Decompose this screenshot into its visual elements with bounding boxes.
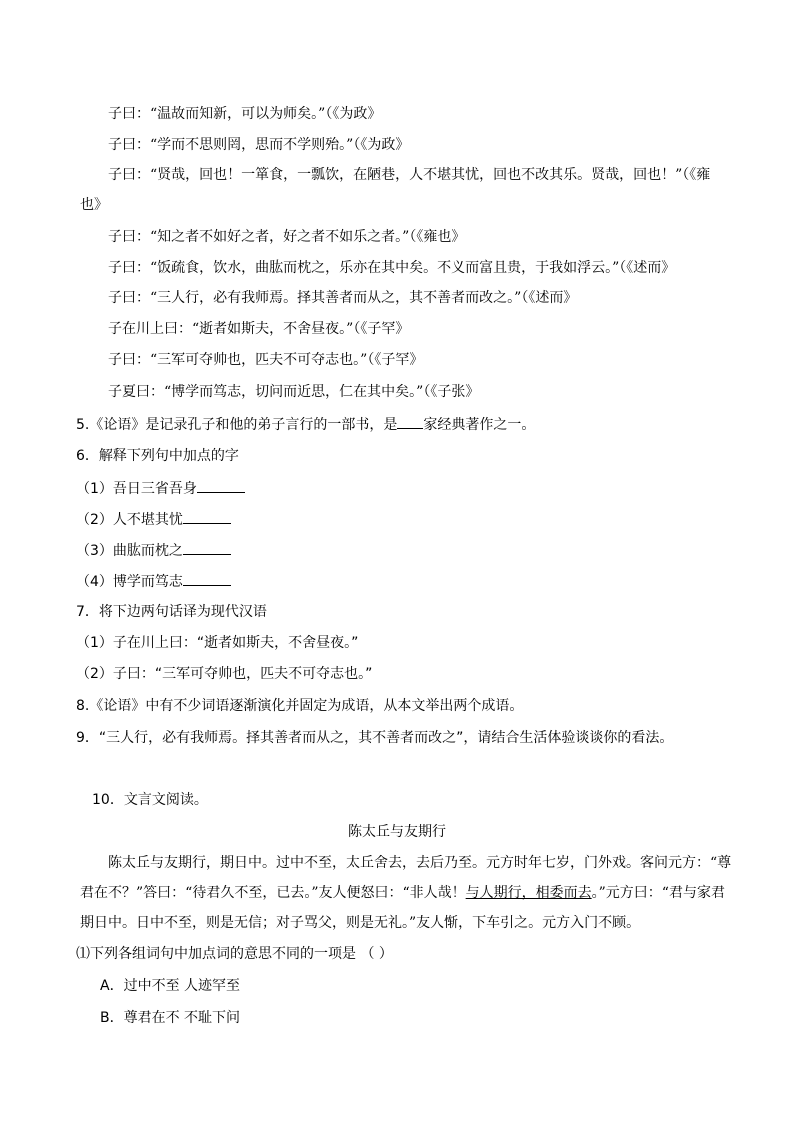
question-8: 8.《论语》中有不少词语逐渐演化并固定为成语，从本文举出两个成语。 xyxy=(76,698,524,714)
subquestion-1: ⑴下列各组词句中加点词的意思不同的一项是 （ ） xyxy=(76,946,393,962)
passage-title: 陈太丘与友期行 xyxy=(348,824,446,840)
quote-line: 子曰：“温故而知新，可以为师矣。”（《为政》 xyxy=(108,106,382,122)
question-7-title: 7．将下边两句话译为现代汉语 xyxy=(76,604,267,620)
option-a[interactable]: A．过中不至 人迹罕至 xyxy=(100,978,241,994)
quote-line: 子曰：“三人行，必有我师焉。择其善者而从之，其不善者而改之。”（《述而》 xyxy=(108,290,578,306)
answer-blank[interactable] xyxy=(183,571,231,586)
question-6-item: （4）博学而笃志 xyxy=(76,571,794,592)
answer-blank[interactable] xyxy=(397,414,423,429)
quote-line: 子曰：“知之者不如好之者，好之者不如乐之者。”（《雍也》 xyxy=(108,229,466,245)
answer-blank[interactable] xyxy=(197,478,245,493)
answer-blank[interactable] xyxy=(183,509,231,524)
passage-line: 君在不？”答曰：“待君久不至，已去。”友人便怒曰：“非人哉！与人期行，相委而去。”元方曰：“君与家君 xyxy=(80,885,725,901)
question-9: 9．“三人行，必有我师焉。择其善者而从之，其不善者而改之”，请结合生活体验谈谈你的看法。 xyxy=(76,730,674,746)
question-7-item: （1）子在川上曰：“逝者如斯夫，不舍昼夜。” xyxy=(76,635,359,651)
quote-line: 子曰：“学而不思则罔，思而不学则殆。”（《为政》 xyxy=(108,137,410,153)
question-6-item: （3）曲肱而枕之 xyxy=(76,540,794,561)
question-7-item: （2）子曰：“三军可夺帅也，匹夫不可夺志也。” xyxy=(76,666,373,682)
quote-line: 子在川上曰：“逝者如斯夫，不舍昼夜。”（《子罕》 xyxy=(108,321,410,337)
question-6-item: （1）吾日三省吾身 xyxy=(76,478,794,499)
passage-line: 期日中。日中不至，则是无信；对子骂父，则是无礼。”友人惭，下车引之。元方入门不顾。 xyxy=(80,915,641,931)
quote-line: 子曰：“饭疏食，饮水，曲肱而枕之，乐亦在其中矣。不义而富且贵，于我如浮云。”（《述而》 xyxy=(108,260,676,276)
question-6-item: （2）人不堪其忧 xyxy=(76,509,794,530)
answer-blank[interactable] xyxy=(183,540,231,555)
quote-line: 子曰：“三军可夺帅也，匹夫不可夺志也。”（《子罕》 xyxy=(108,352,424,368)
passage-line: 陈太丘与友期行，期日中。过中不至，太丘舍去，去后乃至。元方时年七岁，门外戏。客问元方：“尊 xyxy=(108,855,732,871)
option-b[interactable]: B．尊君在不 不耻下问 xyxy=(100,1010,241,1026)
quote-line: 子曰：“贤哉，回也！一箪食，一瓢饮，在陋巷，人不堪其忧，回也不改其乐。贤哉，回也！”（《雍 xyxy=(108,167,711,183)
question-10-title: 10．文言文阅读。 xyxy=(92,792,208,808)
question-6-title: 6．解释下列句中加点的字 xyxy=(76,448,239,464)
quote-line: 子夏曰：“博学而笃志，切问而近思，仁在其中矣。”（《子张》 xyxy=(108,384,480,400)
question-5: 5.《论语》是记录孔子和他的弟子言行的一部书，是 家经典著作之一。 xyxy=(76,414,794,435)
quote-line: 也》 xyxy=(80,197,108,213)
underlined-phrase: 与人期行，相委而去 xyxy=(465,885,592,901)
